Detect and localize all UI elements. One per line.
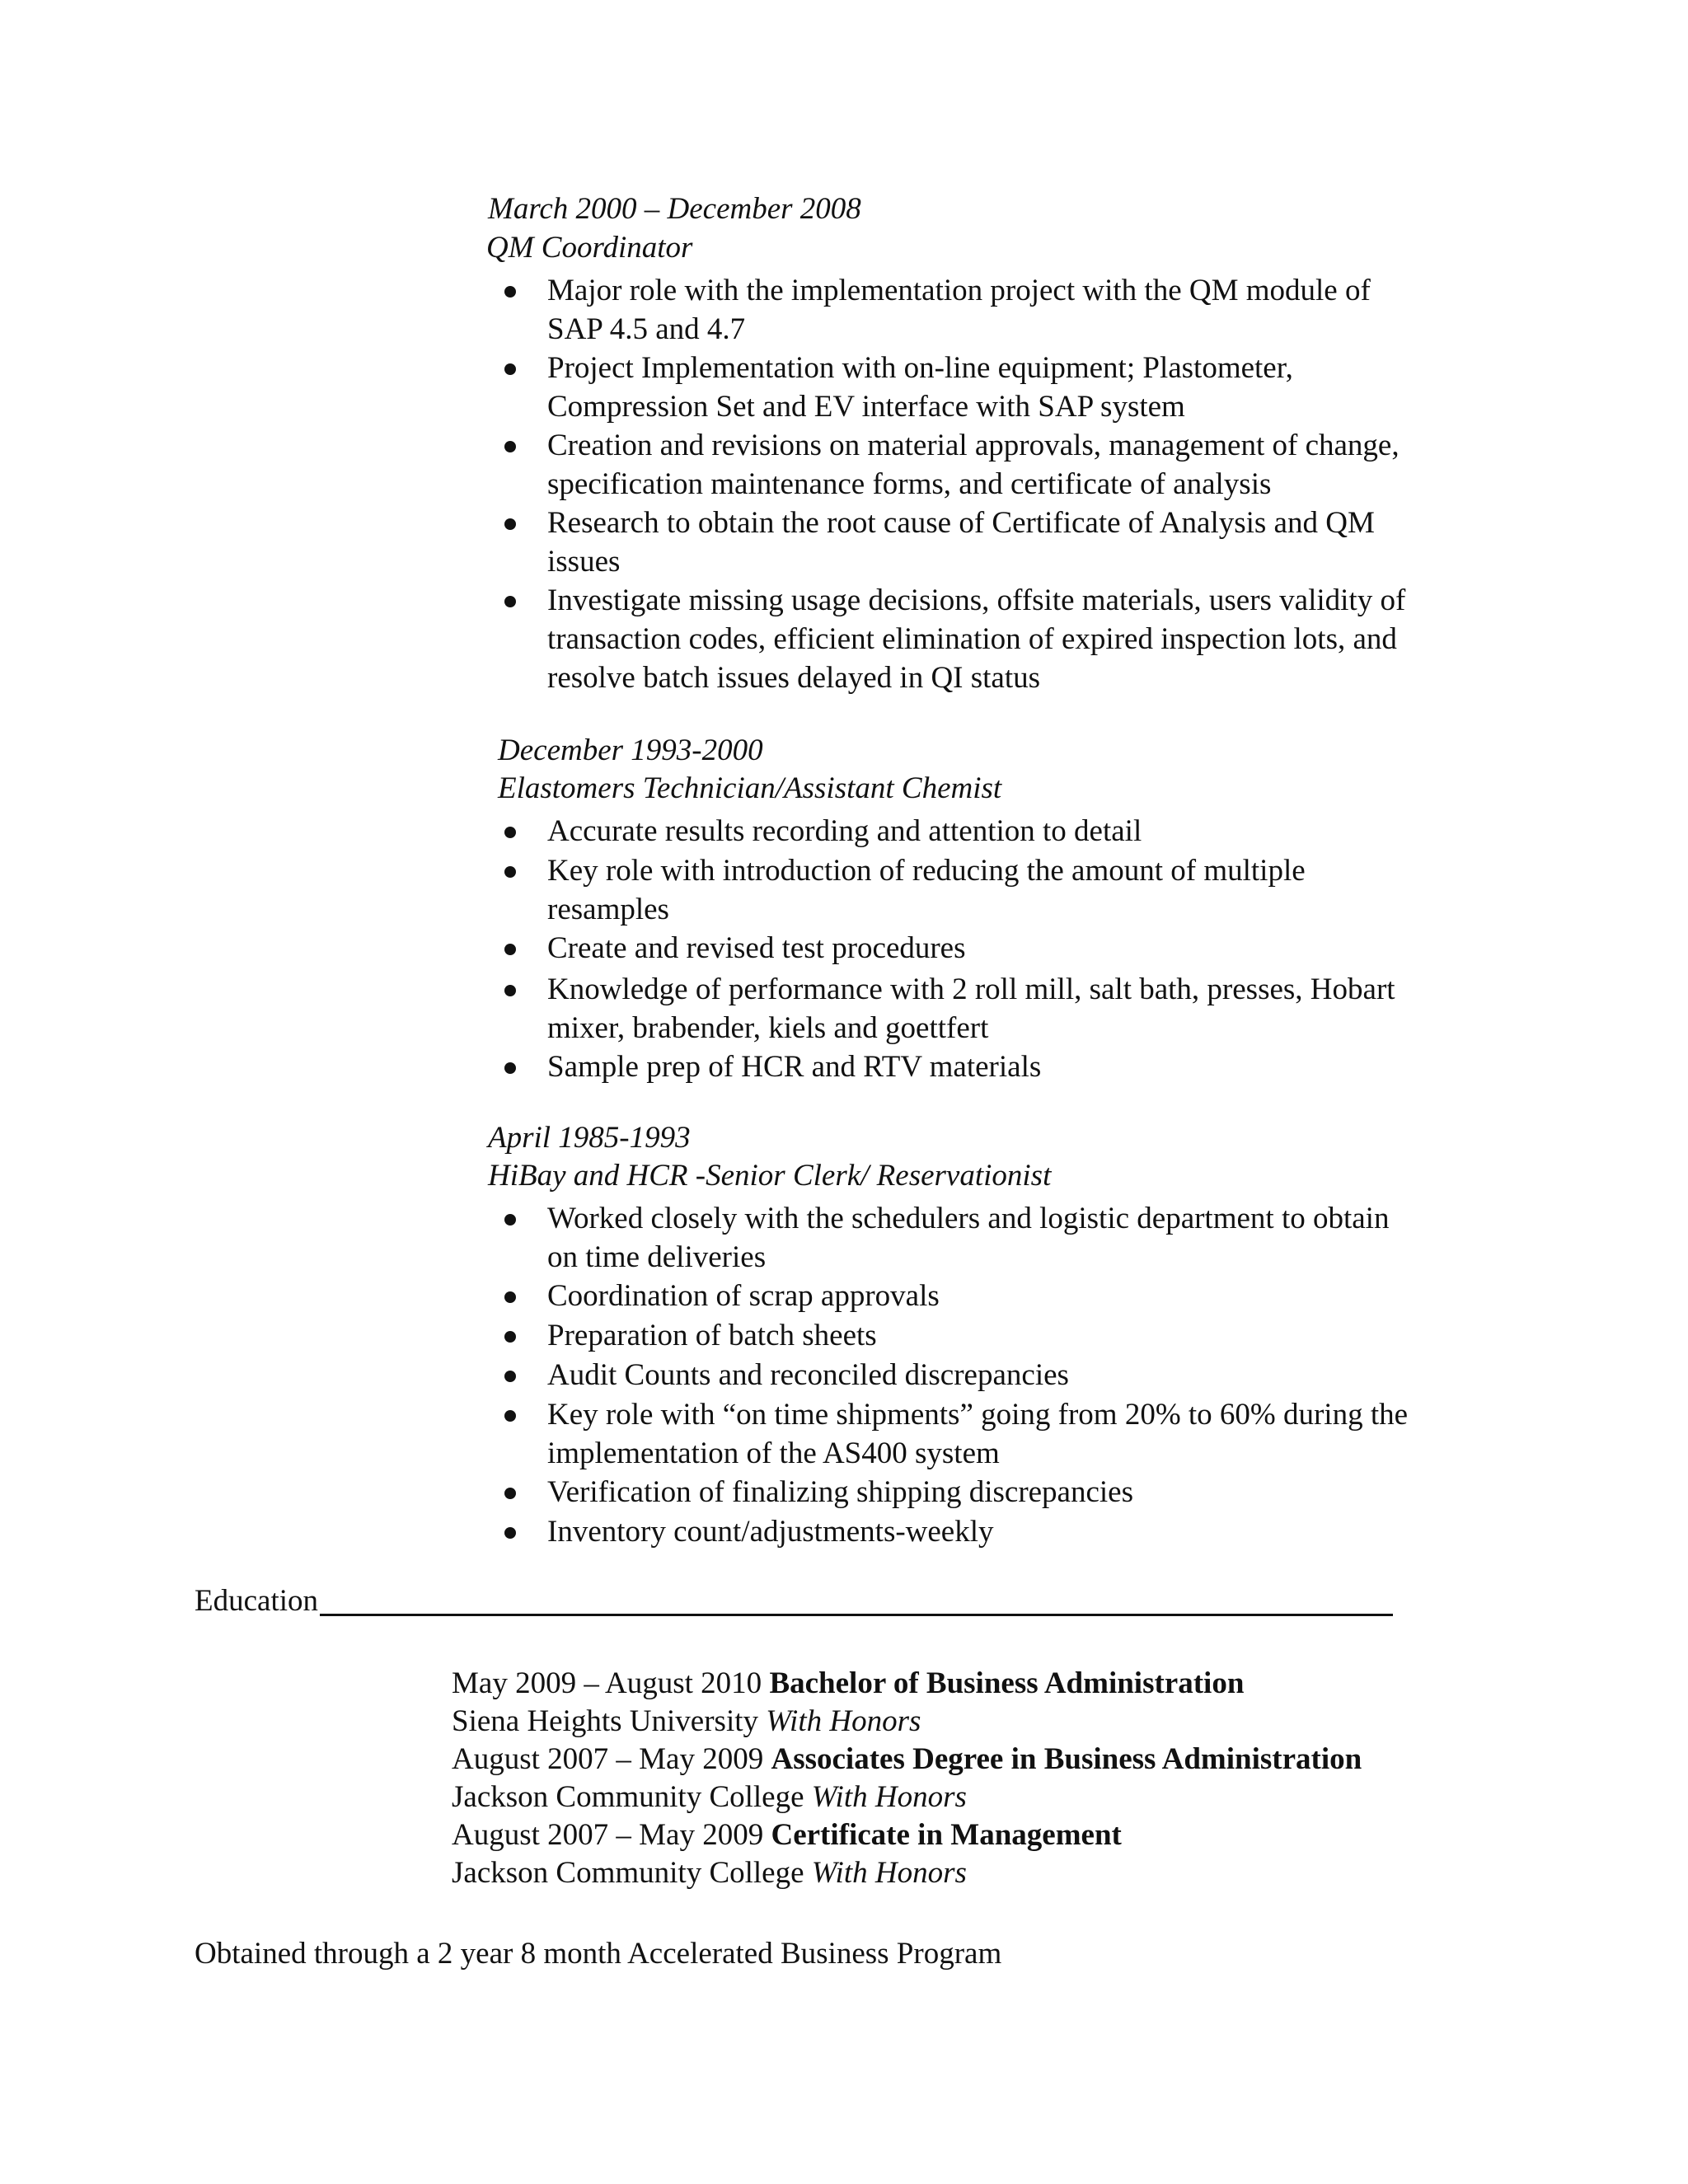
bullet-line: Sample prep of HCR and RTV materials bbox=[547, 1050, 1042, 1084]
bullet-icon bbox=[504, 1488, 516, 1499]
bullet-line: resolve batch issues delayed in QI status bbox=[547, 661, 1041, 695]
bullet-icon bbox=[504, 1062, 516, 1074]
job-title: QM Coordinator bbox=[486, 231, 693, 265]
job-title: Elastomers Technician/Assistant Chemist bbox=[498, 771, 1002, 805]
bullet-line: implementation of the AS400 system bbox=[547, 1436, 1000, 1470]
education-honors: With Honors bbox=[811, 1856, 967, 1890]
bullet-icon bbox=[504, 1371, 516, 1382]
education-note: Obtained through a 2 year 8 month Accelerated Business Program bbox=[195, 1937, 1002, 1971]
education-school: Jackson Community College bbox=[452, 1780, 804, 1814]
bullet-icon bbox=[504, 1291, 516, 1303]
bullet-line: Knowledge of performance with 2 roll mill, salt bath, presses, Hobart bbox=[547, 972, 1395, 1006]
bullet-icon bbox=[504, 286, 516, 298]
education-degree: Bachelor of Business Administration bbox=[769, 1666, 1245, 1700]
education-entry-line bbox=[452, 1741, 1362, 1778]
bullet-line: Accurate results recording and attention to detail bbox=[547, 814, 1142, 848]
bullet-icon bbox=[504, 1410, 516, 1422]
bullet-line: resamples bbox=[547, 893, 669, 926]
bullet-icon bbox=[504, 944, 516, 955]
bullet-icon bbox=[504, 1331, 516, 1343]
bullet-line: Verification of finalizing shipping discrepancies bbox=[547, 1475, 1134, 1509]
bullet-line: Research to obtain the root cause of Certificate of Analysis and QM bbox=[547, 506, 1375, 540]
job-dates: March 2000 – December 2008 bbox=[488, 192, 861, 226]
bullet-line: issues bbox=[547, 545, 621, 579]
education-rule bbox=[320, 1614, 1393, 1616]
bullet-line: Create and revised test procedures bbox=[547, 931, 966, 965]
bullet-line: Preparation of batch sheets bbox=[547, 1319, 877, 1352]
education-entry-line bbox=[452, 1817, 1122, 1854]
bullet-line: Compression Set and EV interface with SAP system bbox=[547, 390, 1185, 424]
bullet-line: Inventory count/adjustments-weekly bbox=[547, 1515, 994, 1549]
bullet-icon bbox=[504, 441, 516, 452]
bullet-line: on time deliveries bbox=[547, 1240, 767, 1274]
education-dates: May 2009 – August 2010 bbox=[452, 1666, 762, 1700]
bullet-line: Creation and revisions on material approvals, management of change, bbox=[547, 429, 1400, 462]
bullet-icon bbox=[504, 518, 516, 530]
bullet-icon bbox=[504, 985, 516, 996]
bullet-line: Coordination of scrap approvals bbox=[547, 1279, 940, 1313]
bullet-icon bbox=[504, 827, 516, 838]
education-dates: August 2007 – May 2009 bbox=[452, 1742, 764, 1776]
bullet-line: Project Implementation with on-line equipment; Plastometer, bbox=[547, 351, 1293, 385]
education-degree: Associates Degree in Business Administration bbox=[771, 1742, 1362, 1776]
bullet-line: Key role with introduction of reducing the amount of multiple bbox=[547, 854, 1306, 888]
education-school: Jackson Community College bbox=[452, 1856, 804, 1890]
bullet-line: Investigate missing usage decisions, offsite materials, users validity of bbox=[547, 583, 1406, 617]
education-honors: With Honors bbox=[766, 1704, 921, 1738]
education-school-line bbox=[452, 1855, 967, 1891]
education-school-line bbox=[452, 1704, 921, 1740]
education-degree: Certificate in Management bbox=[771, 1818, 1122, 1852]
bullet-icon bbox=[504, 1527, 516, 1539]
bullet-line: Audit Counts and reconciled discrepancies bbox=[547, 1358, 1069, 1392]
bullet-icon bbox=[504, 363, 516, 375]
bullet-line: Worked closely with the schedulers and logistic department to obtain bbox=[547, 1202, 1390, 1235]
job-title: HiBay and HCR -Senior Clerk/ Reservationist bbox=[488, 1159, 1052, 1193]
education-dates: August 2007 – May 2009 bbox=[452, 1818, 764, 1852]
bullet-icon bbox=[504, 1214, 516, 1226]
education-school-line bbox=[452, 1779, 967, 1816]
education-heading: Education bbox=[195, 1584, 319, 1618]
education-entry-line bbox=[452, 1666, 1244, 1702]
education-honors: With Honors bbox=[811, 1780, 967, 1814]
bullet-line: Key role with “on time shipments” going from 20% to 60% during the bbox=[547, 1398, 1409, 1432]
bullet-line: mixer, brabender, kiels and goettfert bbox=[547, 1011, 989, 1045]
bullet-icon bbox=[504, 596, 516, 607]
bullet-line: SAP 4.5 and 4.7 bbox=[547, 312, 746, 346]
education-school: Siena Heights University bbox=[452, 1704, 759, 1738]
job-dates: April 1985-1993 bbox=[488, 1121, 691, 1155]
job-dates: December 1993-2000 bbox=[498, 733, 763, 767]
bullet-icon bbox=[504, 866, 516, 878]
bullet-line: Major role with the implementation project with the QM module of bbox=[547, 274, 1371, 307]
bullet-line: specification maintenance forms, and certificate of analysis bbox=[547, 467, 1272, 501]
bullet-line: transaction codes, efficient elimination of expired inspection lots, and bbox=[547, 622, 1397, 656]
